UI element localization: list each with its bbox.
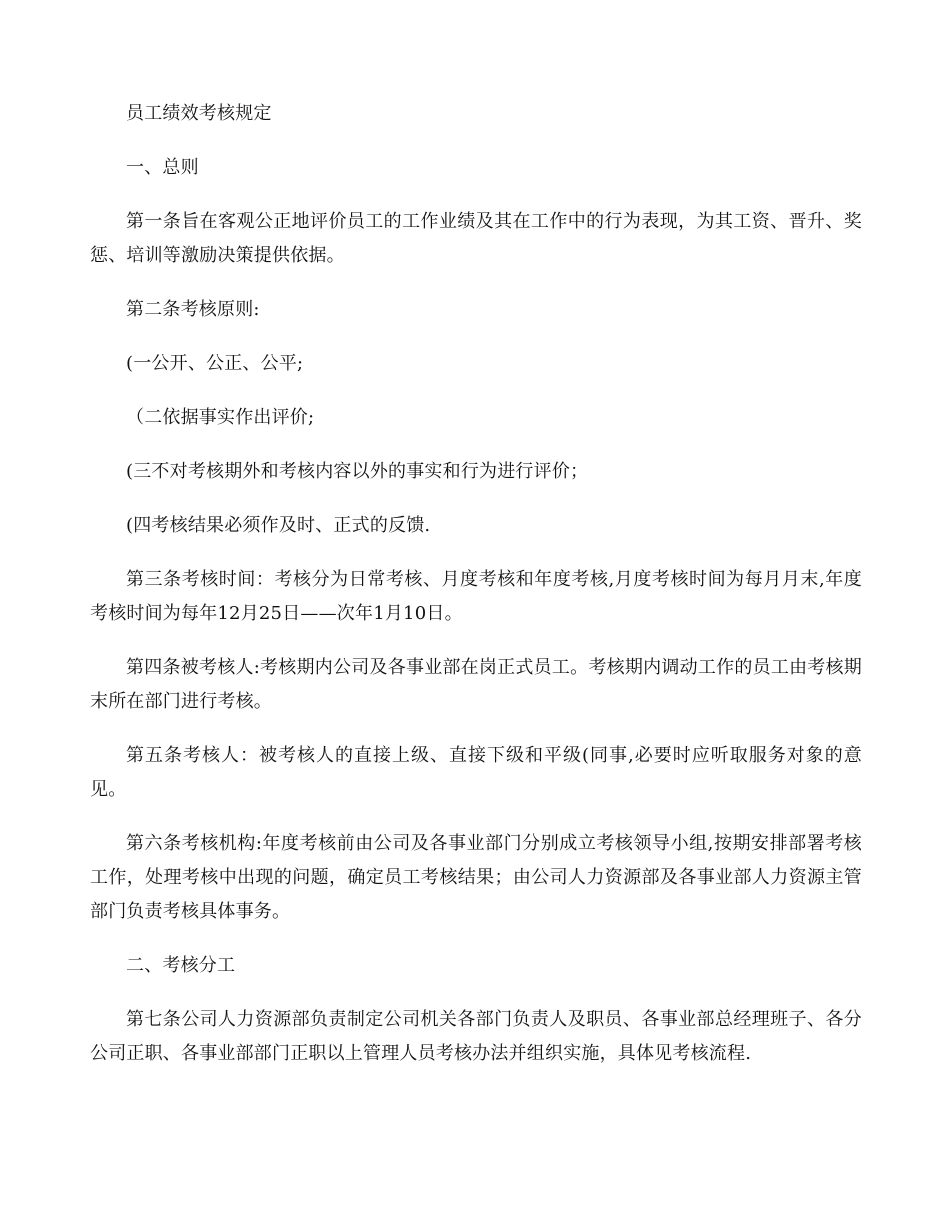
article-6: 第六条考核机构:年度考核前由公司及各事业部门分别成立考核领导小组,按期安排部署考核工作，处理考核中出现的问题，确定员工考核结果；由公司人力资源部及各事业部人力资源主管部门负责考核具体事务。 xyxy=(90,833,862,922)
article-3: 第三条考核时间：考核分为日常考核、月度考核和年度考核,月度考核时间为每月月末,年度考核时间为每年12月25日——次年1月10日。 xyxy=(90,569,862,624)
principle-3: (三不对考核期外和考核内容以外的事实和行为进行评价； xyxy=(126,461,589,482)
document-title: 员工绩效考核规定 xyxy=(126,103,272,124)
article-4: 第四条被考核人:考核期内公司及各事业部在岗正式员工。考核期内调动工作的员工由考核期末所在部门进行考核。 xyxy=(90,657,862,712)
document-body xyxy=(90,97,862,1091)
article-5: 第五条考核人：被考核人的直接上级、直接下级和平级(同事,必要时应听取服务对象的意见。 xyxy=(90,745,862,800)
principle-4: (四考核结果必须作及时、正式的反馈. xyxy=(126,515,431,536)
section-heading-division: 二、考核分工 xyxy=(126,955,236,976)
principle-1: (一公开、公正、公平; xyxy=(126,353,304,374)
article-2: 第二条考核原则: xyxy=(126,299,260,320)
section-heading-general: 一、总则 xyxy=(126,157,199,178)
principle-2: （二依据事实作出评价; xyxy=(126,407,315,428)
article-1: 第一条旨在客观公正地评价员工的工作业绩及其在工作中的行为表现，为其工资、晋升、奖惩、培训等激励决策提供依据。 xyxy=(90,211,862,266)
article-7: 第七条公司人力资源部负责制定公司机关各部门负责人及职员、各事业部总经理班子、各分公司正职、各事业部部门正职以上管理人员考核办法并组织实施，具体见考核流程. xyxy=(90,1009,862,1064)
